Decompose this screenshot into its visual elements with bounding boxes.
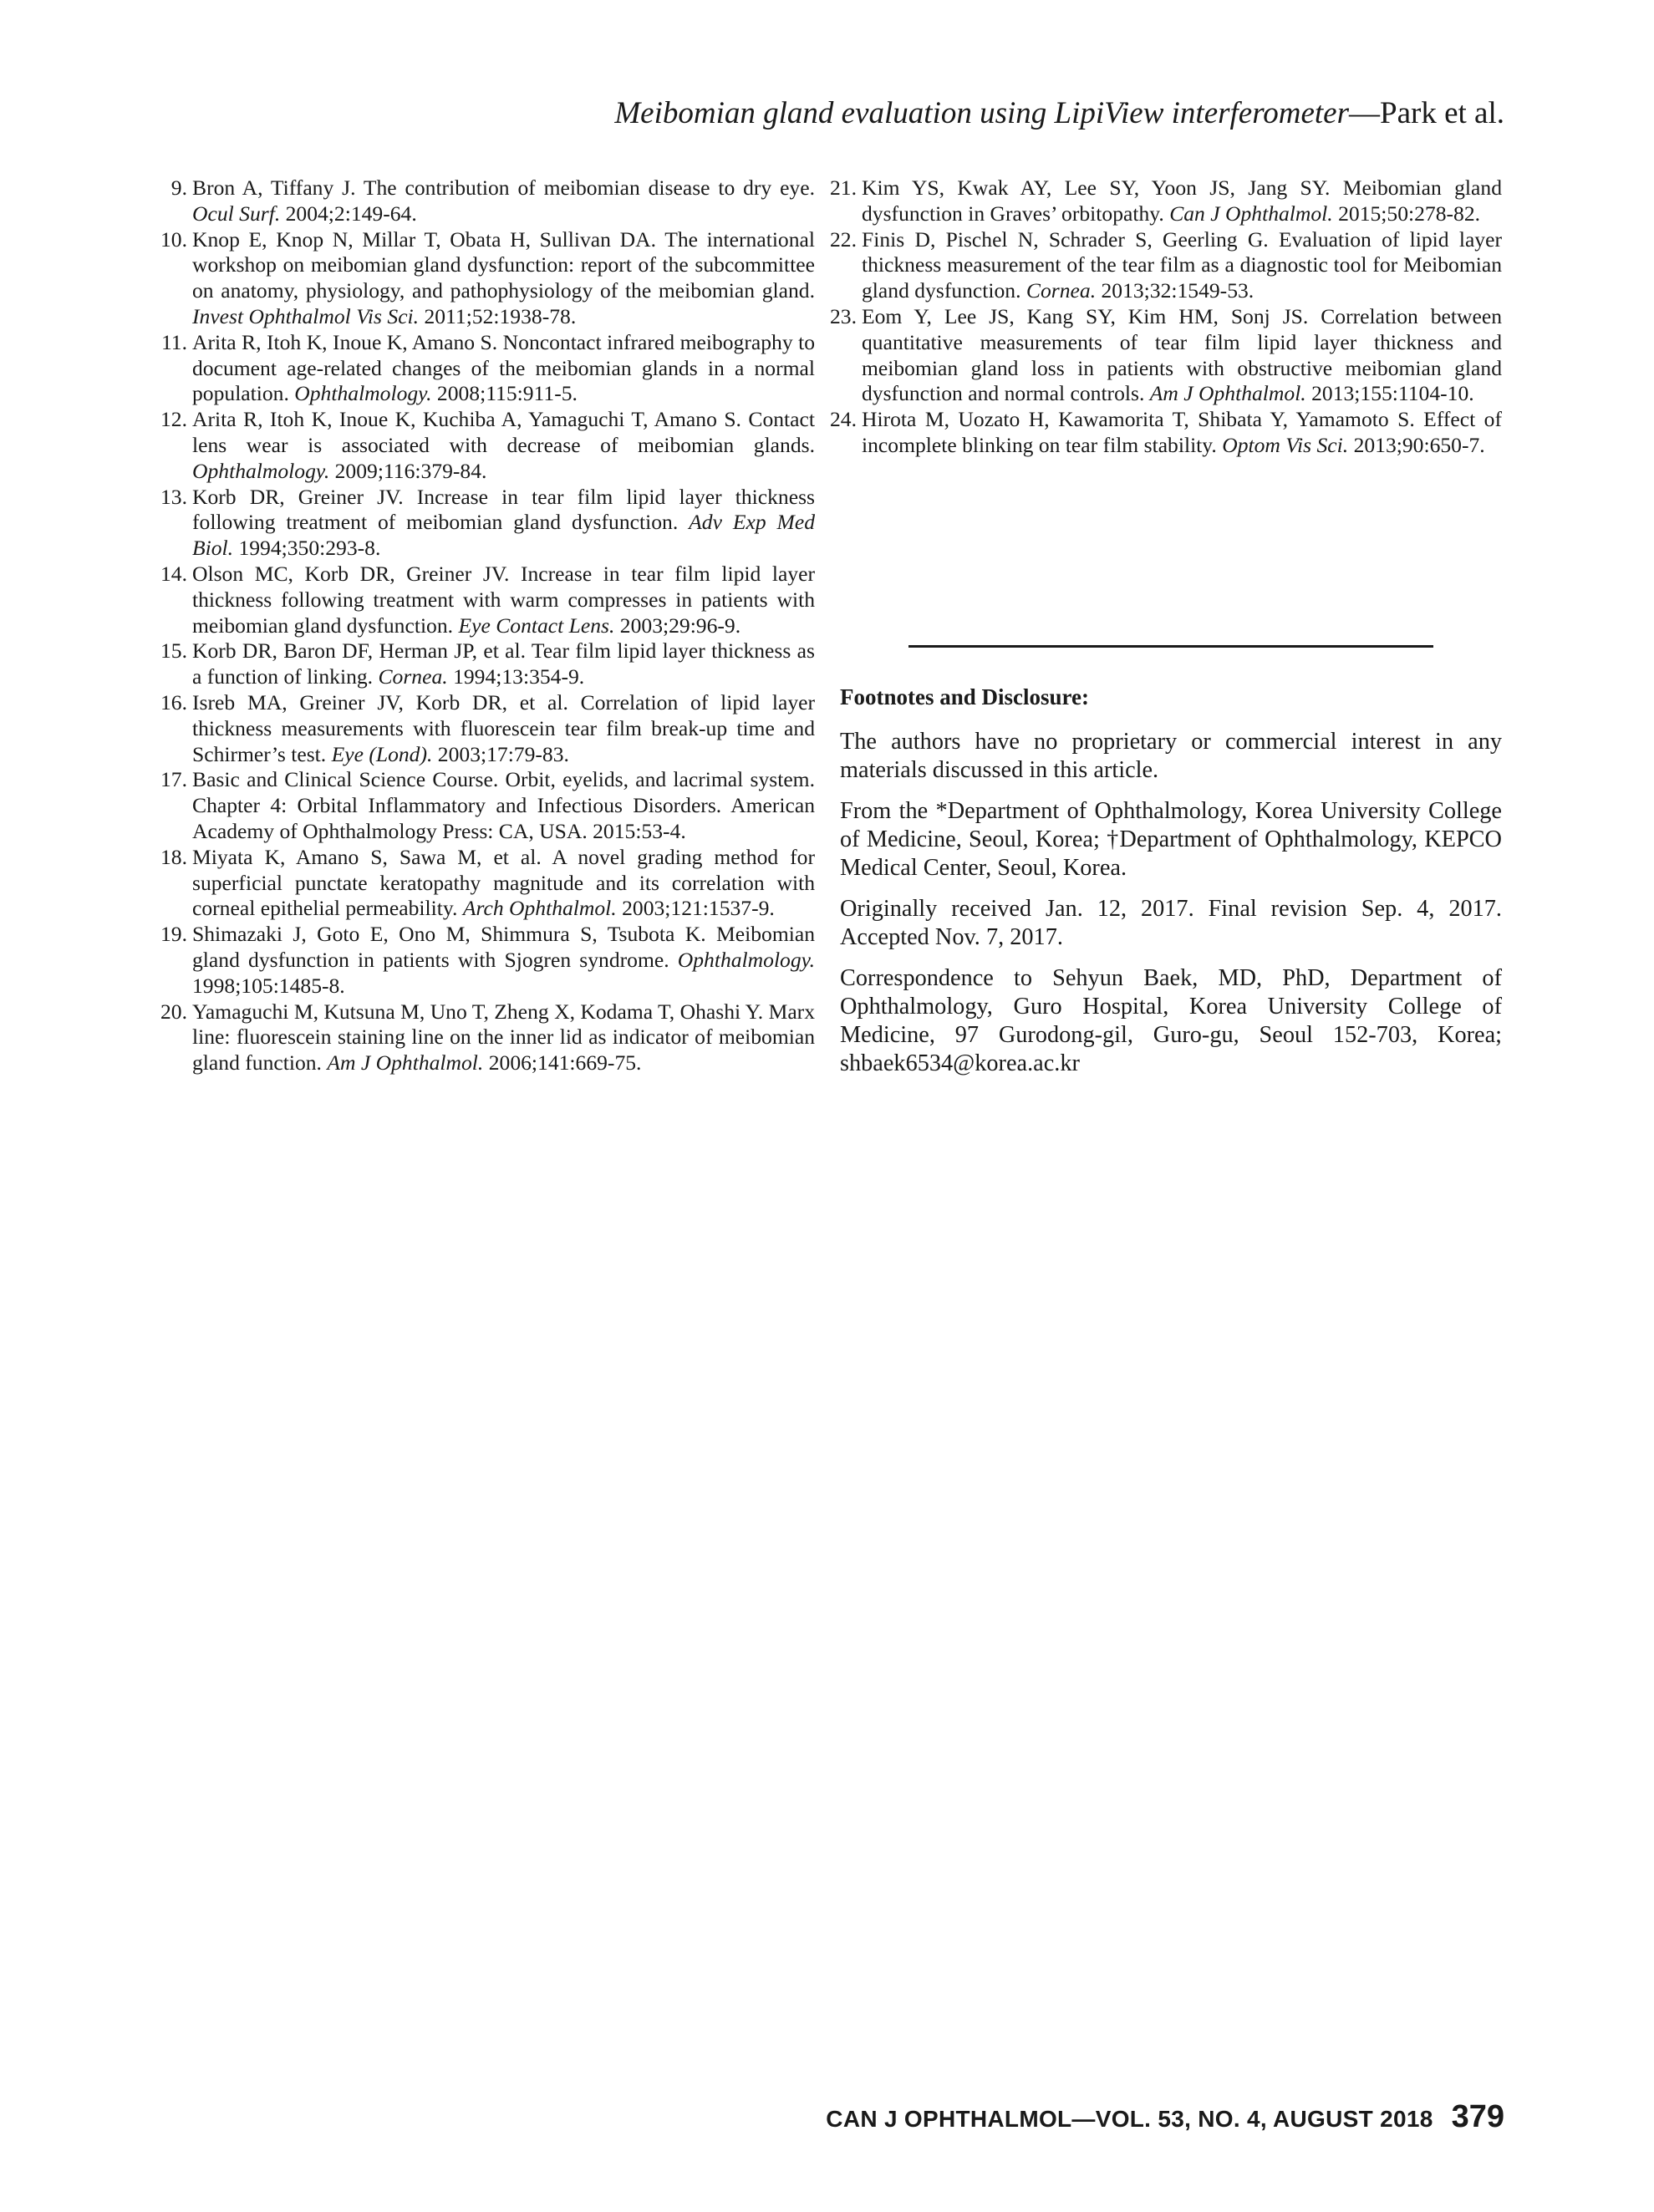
references-left-column: [160, 175, 815, 1076]
disclosure-text: The authors have no proprietary or commercial interest in any materials discussed in this article.: [840, 729, 1502, 783]
reference-text: Finis D, Pischel N, Schrader S, Geerling G. Evaluation of lipid layer thickness measurement of the tear film as a diagnostic tool for Meibomian gland dysfunction.: [862, 226, 1502, 303]
reference-text: Bron A, Tiffany J. The contribution of meibomian disease to dry eye.: [192, 175, 815, 200]
reference-citation: 1994;13:354-9.: [447, 664, 585, 689]
reference-item: [160, 767, 815, 844]
reference-text: Korb DR, Greiner JV. Increase in tear film lipid layer thickness following treatment of meibomian gland dysfunction.: [192, 484, 815, 535]
reference-number: 19.: [160, 922, 187, 947]
reference-journal: Cornea.: [1025, 278, 1097, 303]
reference-number: 9.: [170, 175, 187, 200]
page-footer: [826, 2099, 1504, 2135]
reference-number: 21.: [830, 175, 857, 200]
reference-journal: Adv Exp Med Biol.: [192, 510, 815, 561]
reference-journal: Am J Ophthalmol.: [1149, 381, 1306, 406]
reference-text: Isreb MA, Greiner JV, Korb DR, et al. Correlation of lipid layer thickness measurements with fluorescein tear film break-up time and Schirmer’s test.: [192, 689, 815, 766]
reference-item: [160, 999, 815, 1076]
reference-citation: 2011;52:1938-78.: [419, 303, 577, 328]
received-dates-text: Originally received Jan. 12, 2017. Final revision Sep. 4, 2017. Accepted Nov. 7, 2017.: [840, 896, 1502, 950]
reference-journal: Eye (Lond).: [331, 741, 433, 766]
reference-journal: Cornea.: [378, 664, 448, 689]
reference-journal: Ophthalmology.: [677, 947, 815, 972]
reference-number: 22.: [830, 226, 857, 252]
reference-item: [160, 638, 815, 690]
reference-list-right: [830, 175, 1502, 459]
reference-citation: 2006;141:669-75.: [483, 1050, 642, 1075]
reference-item: [830, 303, 1502, 407]
reference-item: [830, 175, 1502, 227]
reference-journal: Eye Contact Lens.: [458, 613, 615, 638]
running-head-authors: —Park et al.: [1349, 96, 1504, 130]
page-number: 379: [1451, 2099, 1504, 2134]
reference-journal: Arch Ophthalmol.: [462, 896, 617, 921]
reference-text: Eom Y, Lee JS, Kang SY, Kim HM, Sonj JS. Correlation between quantitative measurements of tear film lipid layer thickness and meibomian gland loss in patients with obstructive meibomian gland dysfunction and normal controls.: [862, 303, 1502, 406]
reference-citation: 2004;2:149-64.: [280, 201, 417, 226]
reference-item: [160, 329, 815, 407]
reference-item: [160, 484, 815, 562]
reference-citation: 1998;105:1485-8.: [192, 973, 345, 998]
reference-text: Miyata K, Amano S, Sawa M, et al. A novel grading method for superficial punctate keratopathy magnitude and its correlation with corneal epithelial permeability.: [192, 844, 815, 921]
reference-item: [830, 407, 1502, 459]
correspondence-text: Correspondence to Sehyun Baek, MD, PhD, Department of Ophthalmology, Guro Hospital, Korea University College of Medicine, 97 Gurodong-gil, Guro-gu, Seoul 152-703, Korea; shbaek6534@korea.ac.kr: [840, 965, 1502, 1076]
reference-text: Arita R, Itoh K, Inoue K, Amano S. Noncontact infrared meibography to document age-related changes of the meibomian glands in a normal population.: [192, 329, 815, 406]
reference-number: 20.: [160, 999, 187, 1024]
reference-number: 10.: [160, 226, 187, 252]
reference-citation: 2009;116:379-84.: [329, 458, 487, 483]
reference-citation: 2013;90:650-7.: [1348, 432, 1485, 457]
reference-text: Knop E, Knop N, Millar T, Obata H, Sullivan DA. The international workshop on meibomian gland dysfunction: report of the subcommittee on anatomy, physiology, and pathophysiology of the meibomian gland.: [192, 226, 815, 303]
reference-item: [830, 226, 1502, 304]
reference-text: Hirota M, Uozato H, Kawamorita T, Shibata Y, Yamamoto S. Effect of incomplete blinking on tear film stability.: [862, 407, 1502, 457]
reference-citation: 2003;17:79-83.: [432, 741, 569, 766]
reference-number: 12.: [160, 407, 187, 432]
footnotes-section: [840, 683, 1502, 1091]
reference-item: [160, 561, 815, 638]
reference-citation: 2013;155:1104-10.: [1305, 381, 1474, 406]
reference-number: 14.: [160, 561, 187, 586]
reference-number: 11.: [160, 329, 187, 354]
footer-journal: CAN J OPHTHALMOL—VOL. 53, NO. 4, AUGUST 2018: [826, 2106, 1433, 2132]
reference-journal: Ophthalmology.: [192, 458, 330, 483]
reference-citation: 2003;121:1537-9.: [616, 896, 775, 921]
reference-list-left: [160, 175, 815, 1076]
reference-item: [170, 175, 815, 227]
reference-text: Yamaguchi M, Kutsuna M, Uno T, Zheng X, Kodama T, Ohashi Y. Marx line: fluorescein staining line on the inner lid as indicator of meibomian gland function.: [192, 999, 815, 1075]
reference-journal: Ophthalmology.: [294, 381, 432, 406]
running-head-title: Meibomian gland evaluation using LipiView interferometer: [614, 96, 1350, 130]
reference-item: [160, 844, 815, 922]
reference-text: Arita R, Itoh K, Inoue K, Kuchiba A, Yamaguchi T, Amano S. Contact lens wear is associated with decrease of meibomian glands.: [192, 407, 815, 457]
reference-text: Basic and Clinical Science Course. Orbit, eyelids, and lacrimal system. Chapter 4: Orbital Inflammatory and Infectious Disorders. American Academy of Ophthalmology Press: CA, USA. 2015:53-4.: [192, 767, 815, 843]
reference-text: Korb DR, Baron DF, Herman JP, et al. Tear film lipid layer thickness as a function of linking.: [192, 638, 815, 689]
affiliation-text: From the *Department of Ophthalmology, Korea University College of Medicine, Seoul, Korea; †Department of Ophthalmology, KEPCO Medical Center, Seoul, Korea.: [840, 798, 1502, 881]
reference-journal: Optom Vis Sci.: [1222, 432, 1349, 457]
reference-citation: 2003;29:96-9.: [614, 613, 741, 638]
reference-number: 23.: [830, 303, 857, 328]
reference-number: 18.: [160, 844, 187, 869]
reference-number: 16.: [160, 689, 187, 714]
reference-citation: 1994;350:293-8.: [233, 536, 381, 561]
reference-text: Olson MC, Korb DR, Greiner JV. Increase in tear film lipid layer thickness following treatment with warm compresses in patients with meibomian gland dysfunction.: [192, 561, 815, 638]
reference-text: Kim YS, Kwak AY, Lee SY, Yoon JS, Jang SY. Meibomian gland dysfunction in Graves’ orbitopathy.: [862, 175, 1502, 226]
reference-item: [160, 226, 815, 330]
reference-item: [160, 407, 815, 484]
reference-citation: 2013;32:1549-53.: [1096, 278, 1254, 303]
reference-journal: Invest Ophthalmol Vis Sci.: [192, 303, 420, 328]
reference-number: 24.: [830, 407, 857, 432]
running-head: [614, 94, 1504, 134]
reference-citation: 2008;115:911-5.: [431, 381, 578, 406]
reference-item: [160, 922, 815, 999]
reference-number: 17.: [160, 767, 187, 792]
reference-item: [160, 689, 815, 767]
section-divider: [908, 645, 1433, 648]
reference-citation: 2015;50:278-82.: [1332, 201, 1481, 226]
reference-journal: Ocul Surf.: [192, 201, 281, 226]
reference-number: 15.: [160, 638, 187, 664]
reference-journal: Can J Ophthalmol.: [1169, 201, 1333, 226]
reference-number: 13.: [160, 484, 187, 509]
reference-journal: Am J Ophthalmol.: [327, 1050, 484, 1075]
reference-text: Shimazaki J, Goto E, Ono M, Shimmura S, Tsubota K. Meibomian gland dysfunction in patients with Sjogren syndrome.: [192, 922, 815, 972]
references-right-column: [830, 175, 1502, 459]
footnotes-heading: Footnotes and Disclosure:: [840, 684, 1090, 709]
